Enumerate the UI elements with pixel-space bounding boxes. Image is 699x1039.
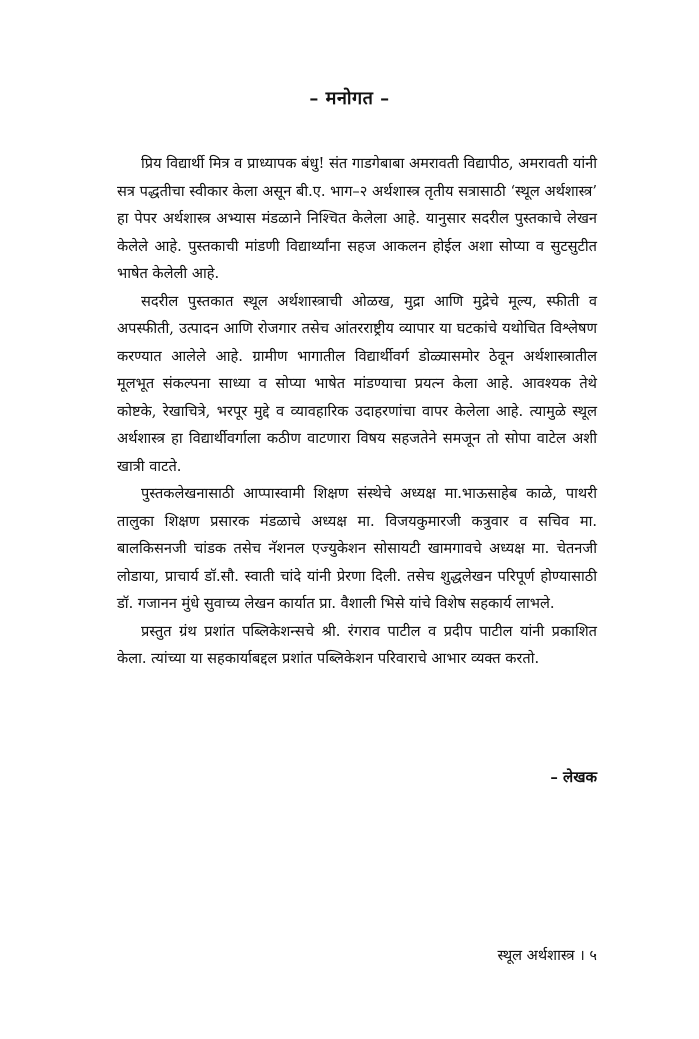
preface-paragraph-1: प्रिय विद्यार्थी मित्र व प्राध्यापक बंधु! संत गाडगेबाबा अमरावती विद्यापीठ, अमरावती यांनी सत्र पद्धतीचा स्वीकार केला असून बी.ए. भाग–२ अर्थशास्त्र तृतीय सत्रासाठी ‘स्थूल अर्थशास्त्र’ हा पेपर अर्थशास्त्र अभ्यास मंडळाने निश्चित केलेला आहे. यानुसार सदरील पुस्तकाचे लेखन केलेले आहे. पुस्तकाची मांडणी विद्यार्थ्यांना सहज आकलन होईल अशा सोप्या व सुटसुटीत भाषेत केलेली आहे.	[117, 155, 597, 282]
preface-body	[117, 150, 597, 673]
preface-paragraph-3: पुस्तकलेखनासाठी आप्पास्वामी शिक्षण संस्थेचे अध्यक्ष मा.भाऊसाहेब काळे, पाथरी तालुका शिक्षण प्रसारक मंडळाचे अध्यक्ष मा. विजयकुमारजी कत्रुवार व सचिव मा. बालकिसनजी चांडक तसेच नॅशनल एज्युकेशन सोसायटी खामगावचे अध्यक्ष मा. चेतनजी लोडाया, प्राचार्य डॉ.सौ. स्वाती चांदे यांनी प्रेरणा दिली. तसेच शुद्धलेखन परिपूर्ण होण्यासाठी डॉ. गजानन मुंधे सुवाच्य लेखन कार्यात प्रा. वैशाली भिसे यांचे विशेष सहकार्य लाभले.	[117, 485, 597, 612]
page-footer: स्थूल अर्थशास्त्र । ५	[497, 947, 597, 964]
author-signature: – लेखक	[550, 768, 597, 786]
preface-paragraph-2: सदरील पुस्तकात स्थूल अर्थशास्त्राची ओळख, मुद्रा आणि मुद्रेचे मूल्य, स्फीती व अपस्फीती, उत्पादन आणि रोजगार तसेच आंतरराष्ट्रीय व्यापार या घटकांचे यथोचित विश्लेषण करण्यात आलेले आहे. ग्रामीण भागातील विद्यार्थीवर्ग डोळ्यासमोर ठेवून अर्थशास्त्रातील मूलभूत संकल्पना साध्या व सोप्या भाषेत मांडण्याचा प्रयत्न केला आहे. आवश्यक तेथे कोष्टके, रेखाचित्रे, भरपूर मुद्दे व व्यावहारिक उदाहरणांचा वापर केलेला आहे. त्यामुळे स्थूल अर्थशास्त्र हा विद्यार्थीवर्गाला कठीण वाटणारा विषय सहजतेने समजून तो सोपा वाटेल अशी खात्री वाटते.	[117, 292, 597, 475]
page-title: – मनोगत –	[309, 88, 390, 109]
preface-paragraph-4: प्रस्तुत ग्रंथ प्रशांत पब्लिकेशन्सचे श्री. रंगराव पाटील व प्रदीप पाटील यांनी प्रकाशित केला. त्यांच्या या सहकार्याबद्दल प्रशांत पब्लिकेशन परिवाराचे आभार व्यक्त करतो.	[117, 622, 597, 667]
